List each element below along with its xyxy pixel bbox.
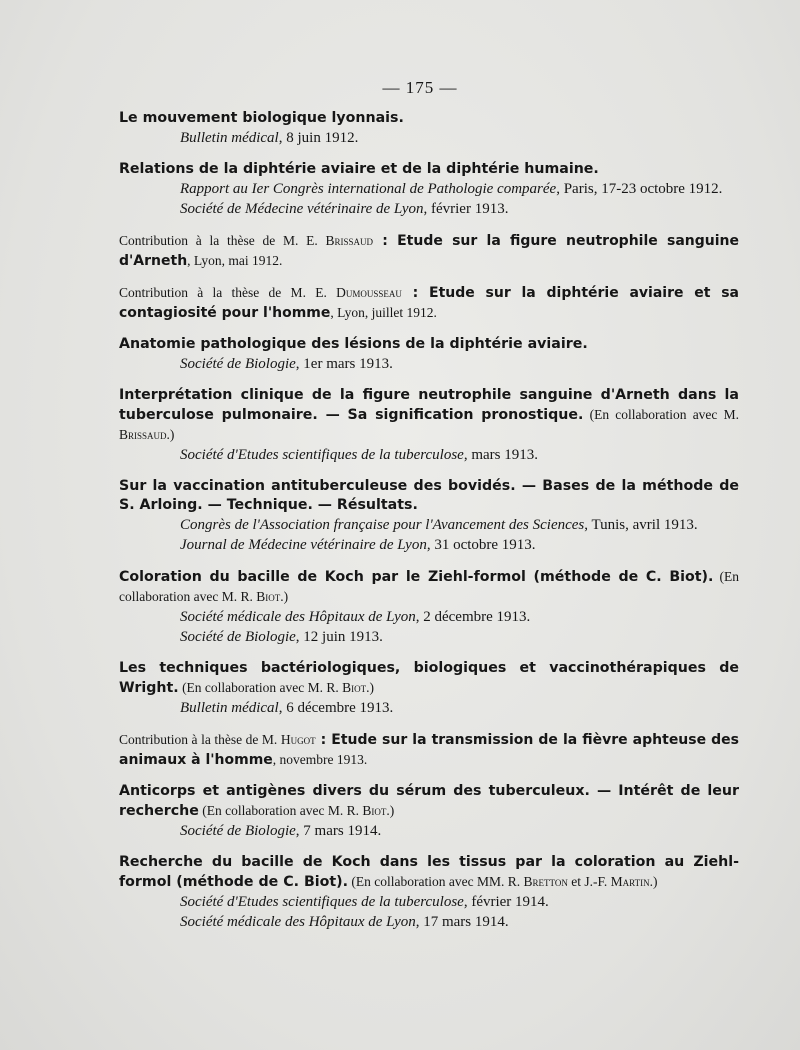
entry-title-block — [119, 782, 739, 821]
entry-title: Etude sur la figure neutrophile sanguine d'Arneth — [119, 233, 740, 269]
entry-source — [119, 892, 739, 912]
source-date: , 31 octobre 1913. — [426, 537, 536, 553]
collab-end: .) — [649, 874, 658, 889]
collab-text: (En collaboration avec M. R. — [198, 803, 363, 818]
source-date: , février 1913. — [423, 201, 509, 217]
publication-entry — [119, 659, 739, 718]
entry-source — [119, 515, 739, 535]
contrib-sep: : — [315, 732, 332, 748]
source-date: , 8 juin 1912. — [278, 130, 359, 146]
contrib-prefix: Contribution à la thèse de M. E. — [119, 233, 326, 248]
contrib-author: Hugot — [280, 732, 316, 747]
source-name: Journal de Médecine vétérinaire de Lyon — [180, 537, 427, 553]
collab-text: (En collaboration avec M. R. — [178, 680, 343, 695]
entry-source — [119, 354, 739, 374]
contribution-entry — [119, 730, 739, 770]
contrib-author: Brissaud — [325, 233, 373, 248]
source-name: Société médicale des Hôpitaux de Lyon — [180, 609, 416, 625]
collab-end: .) — [366, 680, 375, 695]
source-name: Société médicale des Hôpitaux de Lyon — [180, 914, 416, 930]
entry-title: Le mouvement biologique lyonnais. — [119, 110, 404, 126]
source-name: Bulletin médical — [180, 700, 279, 716]
entry-title-block — [119, 853, 739, 892]
entry-title: Anticorps et antigènes divers du sérum des tuberculeux. — Intérêt de leur recherche — [119, 783, 739, 819]
collab-author: Biot — [362, 803, 387, 818]
source-name: Rapport au Ier Congrès international de Pathologie comparée — [180, 181, 557, 197]
publication-entry — [119, 567, 739, 647]
collab-mid: et J.-F. — [567, 874, 611, 889]
collab-end: .) — [386, 803, 395, 818]
source-name: Société de Biologie — [180, 629, 296, 645]
publication-entry — [119, 477, 739, 555]
source-date: , 2 décembre 1913. — [415, 609, 531, 625]
source-name: Société de Biologie — [180, 356, 296, 372]
collab-author: Biot — [342, 680, 367, 695]
source-date: , 17 mars 1914. — [415, 914, 509, 930]
contribution-entry — [119, 283, 739, 323]
publication-entry — [119, 160, 739, 219]
contrib-sep: : — [401, 285, 430, 301]
entry-title: Sur la vaccination antituberculeuse des bovidés. — Bases de la méthode de S. Arloing. — Technique. — Résultats. — [119, 478, 739, 513]
entry-source — [119, 912, 739, 932]
source-date: , Tunis, avril 1913. — [584, 517, 698, 533]
entry-source — [119, 607, 739, 627]
contrib-author: Dumousseau — [336, 285, 402, 300]
entry-source — [119, 199, 739, 219]
publication-list — [119, 109, 739, 944]
source-date: , 1er mars 1913. — [295, 356, 393, 372]
collab-end: .) — [280, 589, 289, 604]
collab-author: Bretton — [523, 874, 568, 889]
entry-title: Recherche du bacille de Koch dans les tissus par la coloration au Ziehl-formol (méthode de C. Biot). — [119, 854, 739, 890]
collab-author: Biot — [256, 589, 281, 604]
entry-source — [119, 535, 739, 555]
entry-title: Anatomie pathologique des lésions de la diphtérie aviaire. — [119, 336, 588, 352]
entry-title: Etude sur la diphtérie aviaire et sa contagiosité pour l'homme — [119, 285, 739, 321]
collab-text: (En collaboration avec M. — [583, 407, 739, 422]
entry-title-block — [119, 567, 739, 607]
contribution-entry — [119, 231, 739, 271]
entry-title-block — [119, 659, 739, 698]
source-date: , 7 mars 1914. — [295, 823, 382, 839]
entry-source — [119, 179, 739, 199]
source-date: , Lyon, mai 1912. — [187, 253, 283, 268]
collab-author: Brissaud — [119, 427, 167, 442]
publication-entry — [119, 335, 739, 374]
source-name: Société de Biologie — [180, 823, 296, 839]
entry-title: Relations de la diphtérie aviaire et de la diphtérie humaine. — [119, 161, 599, 177]
contrib-sep: : — [372, 233, 398, 249]
source-date: , Lyon, juillet 1912. — [330, 305, 437, 320]
entry-source — [119, 445, 739, 465]
source-date: , Paris, 17-23 octobre 1912. — [556, 181, 723, 197]
source-name: Société d'Etudes scientifiques de la tuberculose — [180, 447, 464, 463]
source-name: Société d'Etudes scientifiques de la tuberculose — [180, 894, 464, 910]
publication-entry — [119, 853, 739, 932]
entry-source — [119, 821, 739, 841]
entry-title: Les techniques bactériologiques, biologiques et vaccinothérapiques de Wright. — [119, 660, 739, 696]
entry-title: Etude sur la transmission de la fièvre aphteuse des animaux à l'homme — [119, 732, 739, 768]
entry-title: Coloration du bacille de Koch par le Ziehl-formol (méthode de C. Biot). — [119, 569, 714, 585]
source-date: , novembre 1913. — [272, 752, 368, 767]
publication-entry — [119, 386, 739, 465]
source-name: Congrès de l'Association française pour l'Avancement des Sciences — [180, 517, 585, 533]
collab-text: (En collaboration avec MM. R. — [348, 874, 524, 889]
publication-entry — [119, 782, 739, 841]
contrib-prefix: Contribution à la thèse de M. E. — [119, 285, 337, 300]
contrib-prefix: Contribution à la thèse de M. — [119, 732, 281, 747]
publication-entry — [119, 109, 739, 148]
source-date: , 12 juin 1913. — [295, 629, 383, 645]
source-date: , mars 1913. — [463, 447, 538, 463]
source-date: , 6 décembre 1913. — [278, 700, 394, 716]
entry-title-block — [119, 386, 739, 445]
entry-title: Interprétation clinique de la figure neutrophile sanguine d'Arneth dans la tuberculose pulmonaire. — Sa signification pronostique. — [119, 387, 739, 423]
source-name: Société de Médecine vétérinaire de Lyon — [180, 201, 424, 217]
entry-source — [119, 698, 739, 718]
collab-text: (En collaboration avec M. R. — [119, 569, 739, 604]
source-date: , février 1914. — [463, 894, 549, 910]
entry-source — [119, 627, 739, 647]
page-number: — 175 — — [382, 78, 458, 97]
entry-source — [119, 128, 739, 148]
collab-end: .) — [166, 427, 175, 442]
collab-author: Martin — [610, 874, 650, 889]
source-name: Bulletin médical — [180, 130, 279, 146]
